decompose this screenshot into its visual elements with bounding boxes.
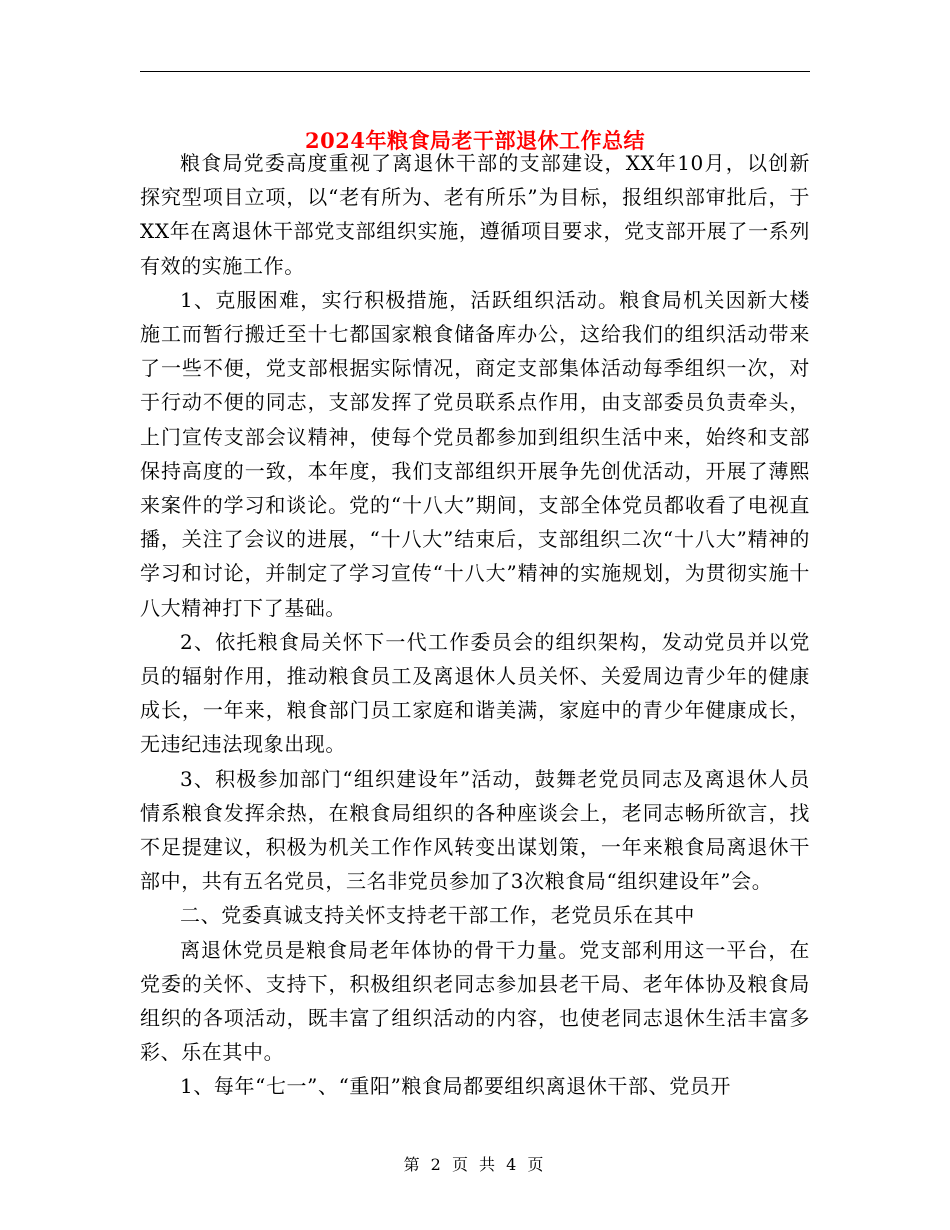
- section-heading-2: 二、党委真诚支持关怀支持老干部工作，老党员乐在其中: [180, 903, 695, 928]
- paragraph-section-2-item-1: 1、每年“七一”、“重阳”粮食局都要组织离退休干部、党员开: [180, 1074, 732, 1099]
- document-body: [140, 146, 810, 1104]
- paragraph-item-2: 2、依托粮食局关怀下一代工作委员会的组织架构，发动党员并以党员的辐射作用，推动粮食员工及离退休人员关怀、关爱周边青少年的健康成长，一年来，粮食部门员工家庭和谐美满，家庭中的青少年健康成长，无违纪违法现象出现。: [140, 629, 810, 757]
- paragraph-intro: 粮食局党委高度重视了离退休干部的支部建设，XX年10月，以创新探究型项目立项，以“老有所为、老有所乐”为目标，报组织部审批后，于XX年在离退休干部党支部组织实施，遵循项目要求，党支部开展了一系列有效的实施工作。: [140, 151, 810, 278]
- paragraph-item-1: 1、克服困难，实行积极措施，活跃组织活动。粮食局机关因新大楼施工而暂行搬迁至十七都国家粮食储备库办公，这给我们的组织活动带来了一些不便，党支部根据实际情况，商定支部集体活动每季组织一次，对于行动不便的同志，支部发挥了党员联系点作用，由支部委员负责牵头，上门宣传支部会议精神，使每个党员都参加到组织生活中来，始终和支部保持高度的一致，本年度，我们支部组织开展争先创优活动，开展了薄熙来案件的学习和谈论。党的“十八大”期间，支部全体党员都收看了电视直播，关注了会议的进展，“十八大”结束后，支部组织二次“十八大”精神的学习和讨论，并制定了学习宣传“十八大”精神的实施规划，为贯彻实施十八大精神打下了基础。: [140, 287, 810, 620]
- paragraph-item-3: 3、积极参加部门“组织建设年”活动，鼓舞老党员同志及离退休人员情系粮食发挥余热，在粮食局组织的各种座谈会上，老同志畅所欲言，找不足提建议，积极为机关工作作风转变出谋划策，一年来粮食局离退休干部中，共有五名党员，三名非党员参加了3次粮食局“组织建设年”会。: [140, 766, 810, 894]
- header-rule: [140, 71, 810, 72]
- document-title: 2024年粮食局老干部退休工作总结: [305, 128, 645, 154]
- page-number-footer: 第 2 页 共 4 页: [403, 1155, 547, 1174]
- paragraph-section-2-intro: 离退休党员是粮食局老年体协的骨干力量。党支部利用这一平台，在党委的关怀、支持下，积极组织老同志参加县老干局、老年体协及粮食局组织的各项活动，既丰富了组织活动的内容，也使老同志退休生活丰富多彩、乐在其中。: [140, 937, 810, 1065]
